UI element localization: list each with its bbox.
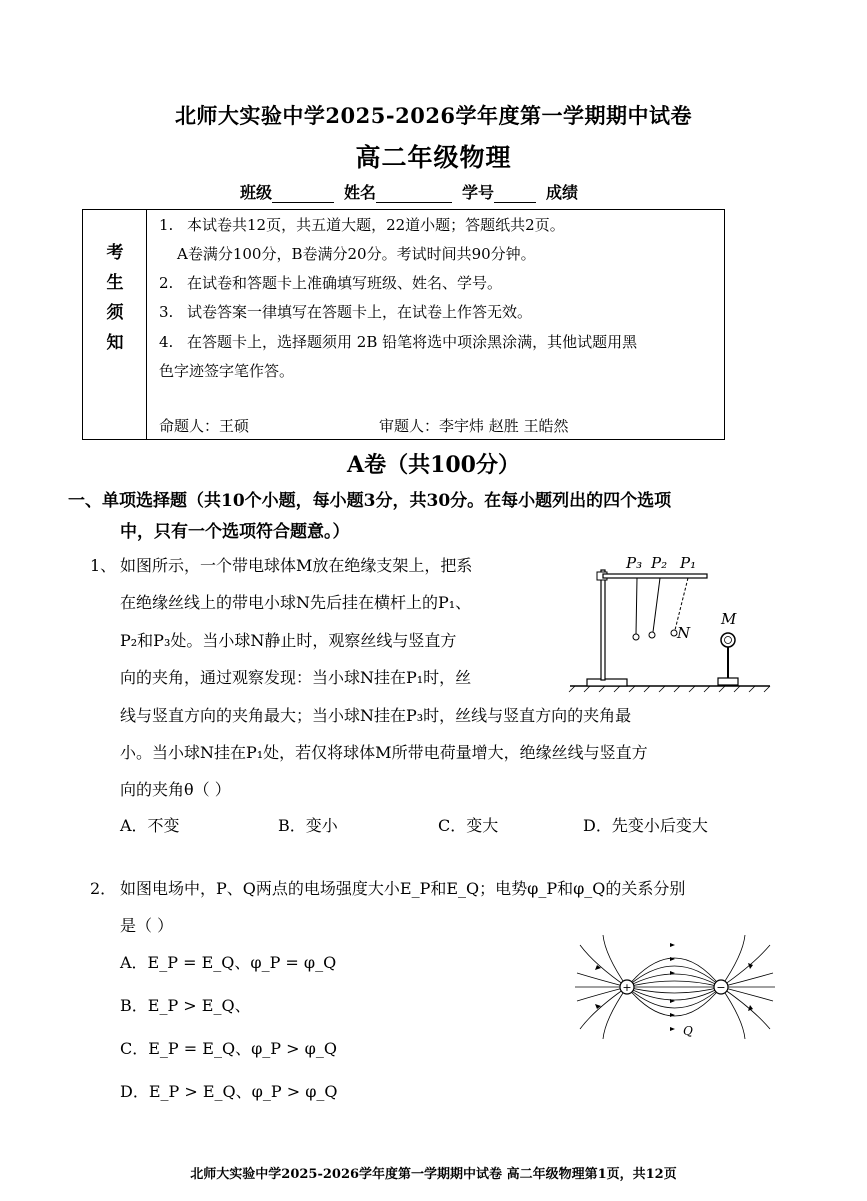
q1-option-c[interactable]: C．变大 bbox=[438, 816, 499, 835]
exam-notice-box bbox=[82, 209, 725, 440]
notice-item-3: 3. 试卷答案一律填写在答题卡上，在试卷上作答无效。 bbox=[159, 303, 533, 321]
q1-option-d[interactable]: D．先变小后变大 bbox=[583, 816, 708, 835]
notice-label-char: 须 bbox=[106, 303, 124, 323]
student-info-fields bbox=[240, 180, 578, 203]
q2-option-d[interactable]: D．E_P > E_Q、φ_P > φ_Q bbox=[120, 1082, 338, 1101]
q2-stem: 如图电场中，P、Q两点的电场强度大小E_P和E_Q；电势φ_P和φ_Q的关系分别 bbox=[120, 879, 686, 898]
q1-apparatus-figure bbox=[565, 548, 775, 693]
question-reviewers: 审题人：李宇炜 赵胜 王皓然 bbox=[379, 417, 569, 435]
q1-line: P₂和P₃处。当小球N静止时，观察丝线与竖直方 bbox=[120, 631, 457, 650]
score-field: 成绩 bbox=[546, 183, 579, 202]
q2-option-a[interactable]: A．E_P = E_Q、φ_P = φ_Q bbox=[120, 953, 337, 972]
svg-text:+: + bbox=[622, 981, 632, 994]
part1-instructions-cont: 中，只有一个选项符合题意。） bbox=[120, 522, 350, 542]
question-setter: 命题人：王硕 bbox=[159, 417, 250, 435]
notice-item-4: 4. 在答题卡上，选择题须用 2B 铅笔将选中项涂黑涂满，其他试题用黑 bbox=[159, 333, 638, 351]
q2-electric-field-figure bbox=[575, 935, 775, 1040]
exam-title: 北师大实验中学2025-2026学年度第一学期期中试卷 bbox=[174, 103, 693, 128]
n-label: N bbox=[677, 624, 691, 642]
notice-item-1-cont: A卷满分100分，B卷满分20分。考试时间共90分钟。 bbox=[177, 245, 536, 263]
notice-label-column bbox=[83, 210, 147, 439]
q2-number: 2． bbox=[90, 879, 117, 898]
notice-label-char: 知 bbox=[106, 333, 124, 353]
q2-stem-cont: 是（ ） bbox=[120, 916, 174, 935]
p1-label: P₁ bbox=[680, 554, 697, 572]
section-a-title: A卷（共100分） bbox=[347, 452, 520, 478]
q1-line: 向的夹角，通过观察发现：当小球N挂在P₁时，丝 bbox=[120, 668, 472, 687]
q-point-label: Q bbox=[683, 1024, 693, 1038]
student-id-field[interactable]: 学号 bbox=[462, 180, 546, 203]
svg-text:−: − bbox=[716, 981, 726, 994]
q2-option-b[interactable]: B．E_P > E_Q、 bbox=[120, 996, 251, 1015]
q1-option-a[interactable]: A．不变 bbox=[120, 816, 180, 835]
q1-line: 向的夹角θ（ ） bbox=[120, 780, 231, 799]
q2-option-c[interactable]: C．E_P = E_Q、φ_P > φ_Q bbox=[120, 1039, 337, 1058]
q1-line: 小。当小球N挂在P₁处，若仅将球体M所带电荷量增大，绝缘丝线与竖直方 bbox=[120, 743, 648, 762]
q1-line: 在绝缘丝线上的带电小球N先后挂在横杆上的P₁、 bbox=[120, 593, 472, 612]
part1-instructions: 一、单项选择题（共10个小题，每小题3分，共30分。在每小题列出的四个选项 bbox=[68, 491, 672, 511]
name-field[interactable]: 姓名 bbox=[344, 180, 462, 203]
q1-option-b[interactable]: B．变小 bbox=[278, 816, 338, 835]
notice-item-2: 2. 在试卷和答题卡上准确填写班级、姓名、学号。 bbox=[159, 274, 503, 292]
p3-label: P₃ bbox=[626, 554, 643, 572]
exam-subtitle: 高二年级物理 bbox=[355, 143, 512, 172]
notice-label-char: 考 bbox=[106, 243, 124, 263]
q1-line: 线与竖直方向的夹角最大；当小球N挂在P₃时，丝线与竖直方向的夹角最 bbox=[120, 706, 632, 725]
m-label: M bbox=[721, 610, 737, 628]
class-field[interactable]: 班级 bbox=[240, 180, 344, 203]
p2-label: P₂ bbox=[651, 554, 668, 572]
notice-item-4-cont: 色字迹签字笔作答。 bbox=[159, 362, 295, 380]
page-footer: 北师大实验中学2025-2026学年度第一学期期中试卷 高二年级物理第1页，共12页 bbox=[190, 1167, 677, 1182]
notice-label-char: 生 bbox=[106, 273, 124, 293]
notice-item-1: 1. 本试卷共12页，共五道大题，22道小题；答题纸共2页。 bbox=[159, 216, 565, 234]
q1-number: 1、 bbox=[90, 556, 117, 575]
q1-line: 如图所示，一个带电球体M放在绝缘支架上，把系 bbox=[120, 556, 473, 575]
